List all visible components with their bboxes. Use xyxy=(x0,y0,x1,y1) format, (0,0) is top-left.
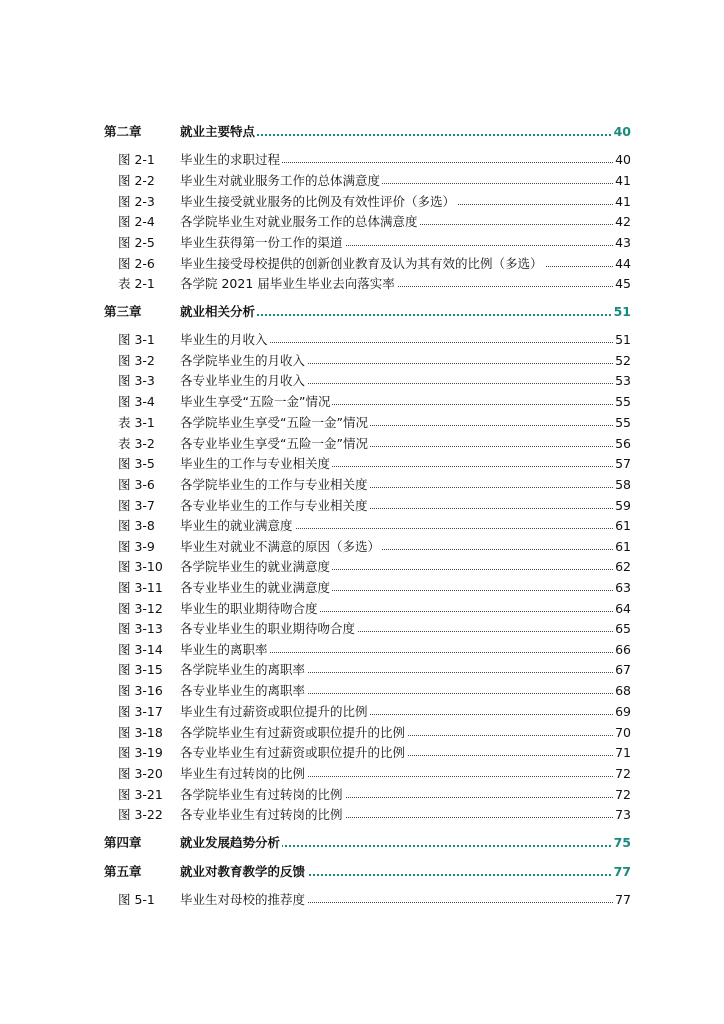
chapter-number: 第四章 xyxy=(104,835,142,850)
entry-title: 毕业生的就业满意度 xyxy=(180,516,295,536)
figure-label: 图 3-6 xyxy=(118,477,155,492)
figure-label: 图 3-15 xyxy=(118,662,163,677)
chapter-number: 第二章 xyxy=(104,124,142,139)
toc-entry-row[interactable] xyxy=(0,743,724,763)
page-number: 51 xyxy=(612,302,631,322)
entry-title: 各学院 2021 届毕业生毕业去向落实率 xyxy=(180,274,397,294)
toc-entry-row[interactable] xyxy=(0,254,724,274)
toc-entry-row[interactable] xyxy=(0,681,724,701)
figure-label: 表 2-1 xyxy=(118,276,155,291)
entry-title: 毕业生对就业服务工作的总体满意度 xyxy=(180,171,382,191)
chapter-title: 就业对教育教学的反馈 xyxy=(180,862,307,882)
toc-entry-row[interactable] xyxy=(0,392,724,412)
page-number: 77 xyxy=(613,890,631,910)
entry-title: 各专业毕业生有过薪资或职位提升的比例 xyxy=(180,743,407,763)
page-number: 65 xyxy=(613,619,631,639)
figure-label: 图 3-16 xyxy=(118,683,163,698)
toc-entry-row[interactable] xyxy=(0,516,724,536)
page-number: 44 xyxy=(613,254,631,274)
page-number: 72 xyxy=(613,785,631,805)
toc-entry-row[interactable] xyxy=(0,785,724,805)
page-number: 43 xyxy=(613,233,631,253)
toc-entry-row[interactable] xyxy=(0,557,724,577)
toc-entry-row[interactable] xyxy=(0,537,724,557)
entry-title: 毕业生接受就业服务的比例及有效性评价（多选） xyxy=(180,192,457,212)
page-number: 55 xyxy=(613,413,631,433)
page-number: 59 xyxy=(613,496,631,516)
figure-label: 图 3-7 xyxy=(118,498,155,513)
figure-label: 图 3-4 xyxy=(118,394,155,409)
figure-label: 图 3-17 xyxy=(118,704,163,719)
toc-entry-row[interactable] xyxy=(0,274,724,294)
chapter-number: 第五章 xyxy=(104,864,142,879)
page-number: 68 xyxy=(613,681,631,701)
figure-label: 图 3-18 xyxy=(118,725,163,740)
toc-entry-row[interactable] xyxy=(0,351,724,371)
entry-title: 毕业生获得第一份工作的渠道 xyxy=(180,233,345,253)
page-number: 72 xyxy=(613,764,631,784)
page-number: 75 xyxy=(612,833,631,853)
chapter-title: 就业发展趋势分析 xyxy=(180,833,282,853)
toc-entry-row[interactable] xyxy=(0,371,724,391)
toc-chapter-row[interactable] xyxy=(0,302,724,322)
page-number: 57 xyxy=(613,454,631,474)
chapter-number: 第三章 xyxy=(104,304,142,319)
entry-title: 毕业生的工作与专业相关度 xyxy=(180,454,332,474)
page-number: 61 xyxy=(613,516,631,536)
entry-title: 毕业生享受“五险一金”情况 xyxy=(180,392,332,412)
entry-title: 各学院毕业生的月收入 xyxy=(180,351,307,371)
page-number: 42 xyxy=(613,212,631,232)
page-number: 58 xyxy=(613,475,631,495)
figure-label: 图 2-1 xyxy=(118,152,155,167)
figure-label: 图 3-13 xyxy=(118,621,163,636)
figure-label: 图 3-19 xyxy=(118,745,163,760)
figure-label: 图 5-1 xyxy=(118,892,155,907)
page-number: 51 xyxy=(613,330,631,350)
figure-label: 图 2-4 xyxy=(118,214,155,229)
entry-title: 各专业毕业生的工作与专业相关度 xyxy=(180,496,370,516)
toc-entry-row[interactable] xyxy=(0,890,724,910)
entry-title: 毕业生对就业不满意的原因（多选） xyxy=(180,537,382,557)
page-number: 66 xyxy=(613,640,631,660)
figure-label: 图 3-9 xyxy=(118,539,155,554)
toc-entry-row[interactable] xyxy=(0,192,724,212)
page-number: 61 xyxy=(613,537,631,557)
figure-label: 图 2-3 xyxy=(118,194,155,209)
toc-entry-row[interactable] xyxy=(0,805,724,825)
entry-title: 毕业生的职业期待吻合度 xyxy=(180,599,320,619)
entry-title: 各学院毕业生的离职率 xyxy=(180,660,307,680)
toc-entry-row[interactable] xyxy=(0,454,724,474)
toc-entry-row[interactable] xyxy=(0,619,724,639)
figure-label: 图 3-2 xyxy=(118,353,155,368)
figure-label: 图 3-1 xyxy=(118,332,155,347)
figure-label: 图 3-11 xyxy=(118,580,163,595)
figure-label: 图 3-14 xyxy=(118,642,163,657)
toc-entry-row[interactable] xyxy=(0,434,724,454)
toc-chapter-row[interactable] xyxy=(0,862,724,882)
entry-title: 毕业生的月收入 xyxy=(180,330,270,350)
page-number: 69 xyxy=(613,702,631,722)
page-number: 77 xyxy=(612,862,631,882)
entry-title: 各学院毕业生享受“五险一金”情况 xyxy=(180,413,370,433)
figure-label: 图 3-3 xyxy=(118,373,155,388)
toc-entry-row[interactable] xyxy=(0,660,724,680)
page-number: 41 xyxy=(613,171,631,191)
page-number: 56 xyxy=(613,434,631,454)
figure-label: 表 3-1 xyxy=(118,415,155,430)
toc-entry-row[interactable] xyxy=(0,723,724,743)
toc-entry-row[interactable] xyxy=(0,212,724,232)
entry-title: 毕业生有过薪资或职位提升的比例 xyxy=(180,702,370,722)
entry-title: 各专业毕业生的离职率 xyxy=(180,681,307,701)
figure-label: 图 3-21 xyxy=(118,787,163,802)
page-number: 41 xyxy=(613,192,631,212)
entry-title: 各学院毕业生的工作与专业相关度 xyxy=(180,475,370,495)
entry-title: 各学院毕业生有过转岗的比例 xyxy=(180,785,345,805)
page-number: 73 xyxy=(613,805,631,825)
entry-title: 各专业毕业生的月收入 xyxy=(180,371,307,391)
figure-label: 表 3-2 xyxy=(118,436,155,451)
figure-label: 图 3-12 xyxy=(118,601,163,616)
page-number: 71 xyxy=(613,743,631,763)
entry-title: 各专业毕业生的就业满意度 xyxy=(180,578,332,598)
figure-label: 图 3-10 xyxy=(118,559,163,574)
entry-title: 各专业毕业生的职业期待吻合度 xyxy=(180,619,357,639)
page-number: 70 xyxy=(613,723,631,743)
toc-chapter-row[interactable] xyxy=(0,122,724,142)
toc-entry-row[interactable] xyxy=(0,233,724,253)
toc-entry-row[interactable] xyxy=(0,475,724,495)
entry-title: 各学院毕业生的就业满意度 xyxy=(180,557,332,577)
page-number: 40 xyxy=(613,150,631,170)
figure-label: 图 2-5 xyxy=(118,235,155,250)
toc-entry-row[interactable] xyxy=(0,640,724,660)
entry-title: 各学院毕业生有过薪资或职位提升的比例 xyxy=(180,723,407,743)
figure-label: 图 2-2 xyxy=(118,173,155,188)
page-number: 45 xyxy=(613,274,631,294)
page-number: 62 xyxy=(613,557,631,577)
entry-title: 毕业生接受母校提供的创新创业教育及认为其有效的比例（多选） xyxy=(180,254,545,274)
page-number: 53 xyxy=(613,371,631,391)
chapter-title: 就业主要特点 xyxy=(180,122,257,142)
page-number: 40 xyxy=(612,122,631,142)
entry-title: 毕业生的求职过程 xyxy=(180,150,282,170)
toc-entry-row[interactable] xyxy=(0,150,724,170)
chapter-title: 就业相关分析 xyxy=(180,302,257,322)
toc-entry-row[interactable] xyxy=(0,330,724,350)
toc-entry-row[interactable] xyxy=(0,578,724,598)
entry-title: 各专业毕业生享受“五险一金”情况 xyxy=(180,434,370,454)
page-number: 55 xyxy=(613,392,631,412)
entry-title: 毕业生有过转岗的比例 xyxy=(180,764,307,784)
entry-title: 各专业毕业生有过转岗的比例 xyxy=(180,805,345,825)
toc-entry-row[interactable] xyxy=(0,702,724,722)
toc-entry-row[interactable] xyxy=(0,599,724,619)
toc-entry-row[interactable] xyxy=(0,496,724,516)
figure-label: 图 3-8 xyxy=(118,518,155,533)
figure-label: 图 3-5 xyxy=(118,456,155,471)
entry-title: 毕业生对母校的推荐度 xyxy=(180,890,307,910)
toc-entry-row[interactable] xyxy=(0,171,724,191)
page-number: 63 xyxy=(613,578,631,598)
figure-label: 图 2-6 xyxy=(118,256,155,271)
page-number: 52 xyxy=(613,351,631,371)
toc-chapter-row[interactable] xyxy=(0,833,724,853)
figure-label: 图 3-20 xyxy=(118,766,163,781)
toc-entry-row[interactable] xyxy=(0,413,724,433)
page-number: 64 xyxy=(613,599,631,619)
toc-entry-row[interactable] xyxy=(0,764,724,784)
page-number: 67 xyxy=(613,660,631,680)
entry-title: 毕业生的离职率 xyxy=(180,640,270,660)
entry-title: 各学院毕业生对就业服务工作的总体满意度 xyxy=(180,212,420,232)
figure-label: 图 3-22 xyxy=(118,807,163,822)
